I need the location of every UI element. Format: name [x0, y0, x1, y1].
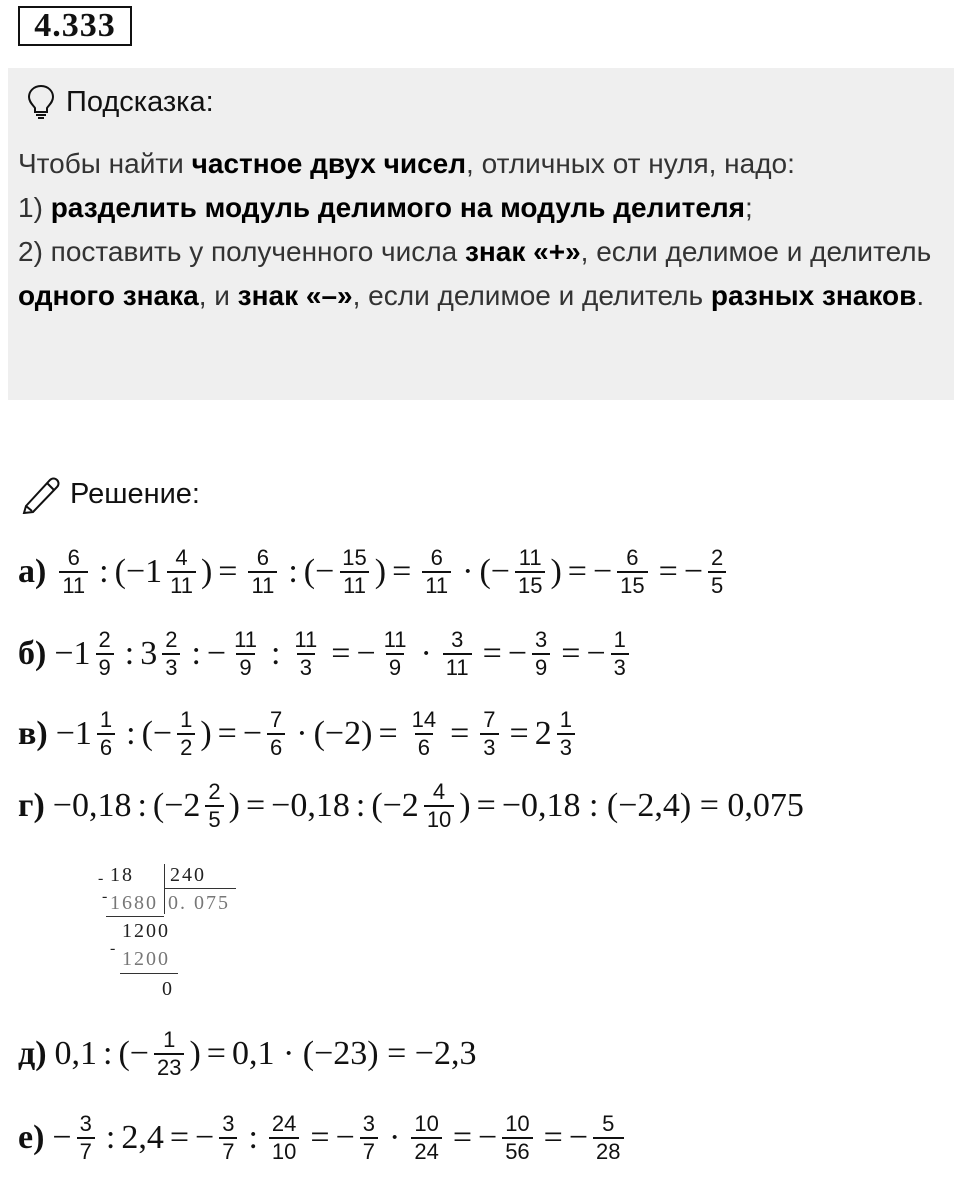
hint-text: [18, 142, 948, 318]
hint-line-2: [18, 186, 948, 230]
math-text: ): [189, 1035, 201, 1072]
math-text: =: [658, 553, 678, 590]
fraction: [97, 707, 115, 761]
fraction: [77, 1111, 95, 1165]
math-text: −0,18: [271, 787, 350, 824]
math-text: ·: [420, 635, 432, 672]
item-label: а): [18, 553, 47, 590]
denominator: 5: [205, 805, 223, 833]
denominator: 5: [708, 571, 726, 599]
hint-bold: одного знака: [18, 280, 199, 311]
lightbulb-icon: [26, 84, 56, 120]
math-text: :: [105, 1119, 116, 1156]
denominator: 2: [177, 733, 195, 761]
denominator: 3: [611, 653, 629, 681]
numerator: 5: [602, 1111, 615, 1136]
numerator: 6: [430, 545, 443, 570]
denominator: 11: [167, 571, 196, 599]
hint-bold: частное двух чисел: [191, 148, 467, 179]
numerator: 3: [362, 1111, 375, 1136]
item-label: в): [18, 715, 48, 752]
fraction: [267, 707, 285, 761]
long-division: [88, 862, 248, 1002]
denominator: 7: [360, 1137, 378, 1165]
numerator: 10: [505, 1111, 530, 1136]
denominator: 6: [415, 733, 433, 761]
denominator: 10: [269, 1137, 299, 1165]
fraction: [411, 1111, 441, 1165]
numerator: 3: [535, 627, 548, 652]
math-text: −: [335, 1119, 355, 1156]
fraction: [177, 707, 195, 761]
math-text: :: [355, 787, 366, 824]
fraction: [381, 627, 410, 681]
math-text: −: [206, 635, 227, 672]
numerator: 4: [432, 779, 446, 804]
math-text: =: [169, 1119, 189, 1156]
hint-text-span: .: [916, 280, 925, 311]
fraction: [409, 707, 439, 761]
division-line: [164, 888, 236, 889]
math-text: −: [195, 1119, 215, 1156]
hint-text-span: 2) поставить у полученного числа: [18, 236, 465, 267]
math-text: (−: [479, 553, 510, 590]
fraction: [443, 627, 472, 681]
math-text: =: [543, 1119, 563, 1156]
denominator: 3: [480, 733, 498, 761]
solution-line-d: [18, 1014, 476, 1094]
fraction: [422, 545, 451, 599]
remainder-2: 0: [162, 978, 174, 1000]
hint-bold: разных знаков: [710, 280, 917, 311]
math-text: −0,18 : (−2,4) = 0,075: [501, 787, 804, 824]
math-text: −: [592, 553, 613, 590]
math-text: :: [191, 635, 201, 672]
math-text: =: [331, 635, 351, 672]
numerator: 1: [99, 707, 113, 732]
math-text: −: [478, 1119, 498, 1156]
numerator: 1: [559, 707, 572, 732]
numerator: 2: [165, 627, 178, 652]
fraction: [532, 627, 550, 681]
math-text: :: [288, 553, 298, 590]
numerator: 2: [208, 779, 221, 804]
item-label: д): [18, 1035, 47, 1072]
hint-line-1: [18, 142, 948, 186]
math-text: 0,1: [54, 1035, 98, 1072]
math-text: (−2): [313, 715, 373, 752]
math-text: ): [200, 553, 213, 590]
numerator: 7: [483, 707, 496, 732]
denominator: 15: [515, 571, 545, 599]
math-text: −: [683, 553, 703, 590]
numerator: 3: [222, 1111, 235, 1136]
math-text: =: [310, 1119, 330, 1156]
denominator: 15: [617, 571, 647, 599]
math-text: −: [568, 1119, 589, 1156]
denominator: 28: [593, 1137, 623, 1165]
numerator: 7: [270, 707, 283, 732]
numerator: 11: [518, 545, 542, 570]
item-label: г): [18, 787, 45, 824]
math-text: =: [217, 715, 237, 752]
math-text: =: [392, 553, 412, 590]
math-text: =: [452, 1119, 472, 1156]
solution-line-e: [18, 1098, 629, 1178]
fraction: [515, 545, 545, 599]
math-text: :: [126, 715, 136, 752]
hint-text-span: , отличных от нуля, надо:: [466, 148, 795, 179]
math-text: :: [270, 635, 281, 672]
math-text: ): [228, 787, 240, 824]
hint-text-span: 1): [18, 192, 51, 223]
math-text: ): [550, 553, 562, 590]
denominator: 6: [97, 733, 115, 761]
fraction: [59, 545, 88, 599]
math-text: ·: [462, 553, 474, 590]
fraction: [96, 627, 114, 681]
math-text: =: [206, 1035, 226, 1072]
denominator: 9: [236, 653, 254, 681]
solution-header: [20, 474, 200, 514]
fraction: [611, 627, 629, 681]
fraction: [557, 707, 575, 761]
denominator: 11: [340, 571, 369, 599]
math-text: :: [248, 1119, 258, 1156]
math-text: −: [586, 635, 606, 672]
fraction: [424, 779, 454, 833]
math-text: (−2: [152, 787, 201, 824]
math-text: :: [99, 553, 109, 590]
numerator: 14: [411, 707, 437, 732]
math-text: ): [459, 787, 471, 824]
solution-line-v: [18, 694, 580, 774]
numerator: 3: [79, 1111, 92, 1136]
fraction: [617, 545, 647, 599]
hint-text-span: , если делимое и делитель: [580, 236, 932, 267]
hint-text-span: ;: [745, 192, 753, 223]
fraction: [339, 545, 369, 599]
denominator: 3: [297, 653, 315, 681]
fraction: [593, 1111, 623, 1165]
denominator: 10: [424, 805, 454, 833]
math-text: −1: [54, 635, 91, 672]
subtrahend-2: 1200: [122, 948, 170, 970]
math-text: =: [218, 553, 238, 590]
denominator: 7: [77, 1137, 95, 1165]
denominator: 9: [386, 653, 404, 681]
math-text: ·: [296, 715, 308, 752]
denominator: 56: [502, 1137, 532, 1165]
minus-sign: -: [110, 940, 118, 957]
numerator: 3: [451, 627, 464, 652]
denominator: 11: [248, 571, 277, 599]
hint-text-span: , и: [198, 280, 238, 311]
fraction: [154, 1027, 184, 1081]
fraction: [360, 1111, 378, 1165]
math-text: −: [242, 715, 263, 752]
subtract-line-1: [106, 916, 164, 917]
numerator: 2: [711, 545, 724, 570]
hint-line-3: [18, 230, 948, 318]
numerator: 11: [383, 627, 407, 652]
math-text: (−: [141, 715, 173, 752]
hint-title: Подсказка:: [66, 85, 214, 118]
math-text: −: [52, 1119, 72, 1156]
math-text: (−2: [371, 787, 419, 824]
remainder-1: 1200: [122, 920, 170, 942]
denominator: 11: [422, 571, 451, 599]
solution-line-b: [18, 614, 634, 694]
math-text: 2: [534, 715, 552, 752]
math-text: :: [137, 787, 147, 824]
hint-text-span: Чтобы найти: [18, 148, 192, 179]
fraction: [248, 545, 277, 599]
subtract-line-2: [120, 973, 178, 974]
numerator: 2: [98, 627, 111, 652]
hint-text-span: , если делимое и делитель: [352, 280, 711, 311]
divisor: 240: [170, 864, 206, 886]
division-bar: [164, 864, 165, 914]
math-text: =: [378, 715, 398, 752]
denominator: 3: [162, 653, 180, 681]
minus-sign: -: [102, 888, 110, 905]
math-text: =: [509, 715, 529, 752]
item-label: е): [18, 1119, 45, 1156]
math-text: =: [482, 635, 502, 672]
minus-sign: -: [98, 870, 106, 887]
fraction: [269, 1111, 299, 1165]
math-text: ): [200, 715, 212, 752]
denominator: 9: [532, 653, 550, 681]
numerator: 1: [613, 627, 626, 652]
solution-line-g: [18, 766, 804, 846]
math-text: :: [124, 635, 135, 672]
math-text: (−1: [114, 553, 163, 590]
hint-header: [26, 84, 214, 120]
problem-number: 4.333: [18, 6, 132, 46]
fraction: [231, 627, 260, 681]
math-text: =: [567, 553, 587, 590]
numerator: 11: [294, 627, 318, 652]
pencil-icon: [20, 474, 64, 514]
numerator: 11: [234, 627, 257, 652]
math-text: ): [374, 553, 387, 590]
fraction: [167, 545, 196, 599]
math-text: −: [356, 635, 376, 672]
denominator: 6: [267, 733, 285, 761]
numerator: 15: [342, 545, 367, 570]
fraction: [480, 707, 498, 761]
subtrahend-1: 1680: [110, 892, 158, 914]
item-label: б): [18, 635, 47, 672]
math-text: =: [245, 787, 266, 824]
math-text: =: [450, 715, 470, 752]
math-text: (−: [118, 1035, 149, 1072]
math-text: (−: [303, 553, 335, 590]
solution-title: Решение:: [70, 477, 200, 510]
math-text: 0,1 · (−23) = −2,3: [231, 1035, 477, 1072]
dividend: 18: [110, 864, 134, 886]
fraction: [162, 627, 180, 681]
fraction: [291, 627, 320, 681]
hint-bold: знак «–»: [237, 280, 353, 311]
solution-line-a: [18, 532, 731, 612]
numerator: 1: [180, 707, 193, 732]
numerator: 4: [175, 545, 188, 570]
math-text: −1: [55, 715, 92, 752]
denominator: 7: [219, 1137, 237, 1165]
math-text: −0,18: [52, 787, 132, 824]
fraction: [219, 1111, 237, 1165]
numerator: 24: [271, 1111, 297, 1136]
numerator: 6: [626, 545, 639, 570]
fraction: [708, 545, 726, 599]
hint-bold: разделить модуль делимого на модуль делителя: [50, 192, 746, 223]
math-text: =: [561, 635, 581, 672]
math-text: 3: [140, 635, 158, 672]
denominator: 9: [96, 653, 114, 681]
denominator: 24: [411, 1137, 441, 1165]
fraction: [205, 779, 223, 833]
numerator: 10: [414, 1111, 439, 1136]
quotient: 0. 075: [168, 892, 230, 914]
hint-box: [8, 68, 954, 400]
denominator: 3: [557, 733, 575, 761]
hint-bold: знак «+»: [464, 236, 581, 267]
math-text: 2,4: [121, 1119, 164, 1156]
math-text: ·: [389, 1119, 401, 1156]
fraction: [502, 1111, 532, 1165]
denominator: 23: [154, 1053, 184, 1081]
numerator: 6: [67, 545, 80, 570]
numerator: 1: [163, 1027, 176, 1052]
numerator: 6: [256, 545, 270, 570]
math-text: −: [507, 635, 528, 672]
denominator: 11: [59, 571, 88, 599]
math-text: =: [476, 787, 496, 824]
denominator: 11: [443, 653, 472, 681]
math-text: :: [103, 1035, 113, 1072]
